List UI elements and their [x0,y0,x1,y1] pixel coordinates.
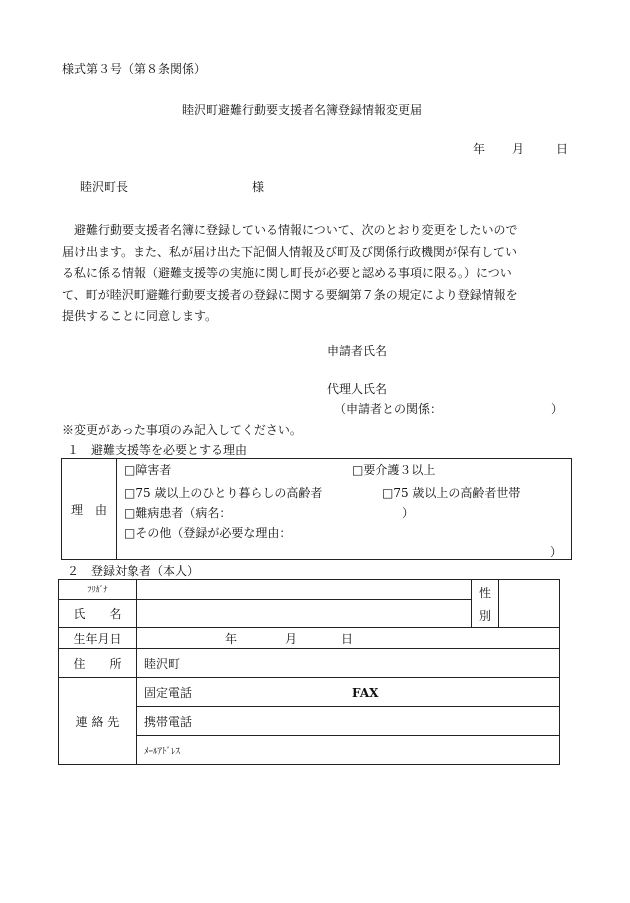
checkbox-elderly-household[interactable]: □75 歳以上の高齢者世帯 [382,486,521,500]
applicant-name-label: 申請者氏名 [327,344,388,358]
reason-options [117,459,572,560]
birth-year-label: 年 [225,631,238,646]
addressee-honorific: 様 [252,180,265,194]
email-field[interactable] [137,736,560,765]
checkbox-elderly-alone[interactable]: □75 歳以上のひとり暮らしの高齢者 [124,486,323,500]
consent-line: 届け出ます。また、私が届け出た下記個人情報及び町及び関係行政機関が保有してい [62,244,518,259]
reason-label: 理 由 [62,459,117,560]
disease-name-close: ） [402,506,415,520]
fax-label: FAX [352,685,379,700]
note-text: ※変更があった事項のみ記入してください。 [62,423,302,437]
birthdate-label: 生年月日 [59,628,137,649]
addressee-name: 睦沢町長 [80,180,129,194]
section1-heading: １ 避難支援等を必要とする理由 [67,443,248,457]
consent-line: 提供することに同意します。 [62,309,218,323]
other-reason-close: ） [550,545,563,559]
birthdate-field[interactable] [137,628,560,649]
consent-line: 避難行動要支援者名簿に登録している情報について、次のとおり変更をしたいので [74,223,518,237]
section2-heading: ２ 登録対象者（本人） [67,564,200,578]
reason-table [61,458,572,560]
relation-label: （申請者との関係： [334,402,443,416]
registrant-table [58,579,560,765]
furigana-label: ﾌﾘｶﾞﾅ [59,580,137,600]
checkbox-intractable-disease[interactable]: □難病患者（病名： [124,506,232,520]
name-label: 氏 名 [59,600,137,628]
consent-paragraph [62,220,574,328]
date-year-label: 年 [473,142,486,156]
checkbox-care-level[interactable]: □要介護３以上 [352,463,436,477]
birth-month-label: 月 [285,631,298,646]
birth-day-label: 日 [341,631,354,646]
form-title: 睦沢町避難行動要支援者名簿登録情報変更届 [182,103,423,117]
checkbox-other[interactable]: □その他（登録が必要な理由： [124,526,292,540]
landline-field[interactable] [137,678,560,707]
mobile-label: 携帯電話 [144,714,193,729]
relation-close: ） [551,402,564,416]
name-field[interactable] [137,600,472,628]
contact-label: 連 絡 先 [59,678,137,765]
furigana-field[interactable] [137,580,472,600]
mobile-field[interactable] [137,707,560,736]
agent-name-label: 代理人氏名 [327,382,388,396]
date-month-label: 月 [512,142,525,156]
sex-label: 性 別 [472,580,499,628]
landline-label: 固定電話 [144,685,193,700]
date-day-label: 日 [556,142,569,156]
checkbox-disabled[interactable]: □障害者 [124,463,172,477]
consent-line: る私に係る情報（避難支援等の実施に関し町長が必要と認める事項に限る。）につい [62,266,512,280]
form-number: 様式第３号（第８条関係） [62,62,207,76]
address-field[interactable]: 睦沢町 [137,649,560,678]
address-label: 住 所 [59,649,137,678]
consent-line: て、町が睦沢町避難行動要支援者の登録に関する要綱第７条の規定により登録情報を [62,287,518,302]
email-label: ﾒｰﾙｱﾄﾞﾚｽ [144,746,181,757]
sex-field[interactable] [499,580,560,628]
